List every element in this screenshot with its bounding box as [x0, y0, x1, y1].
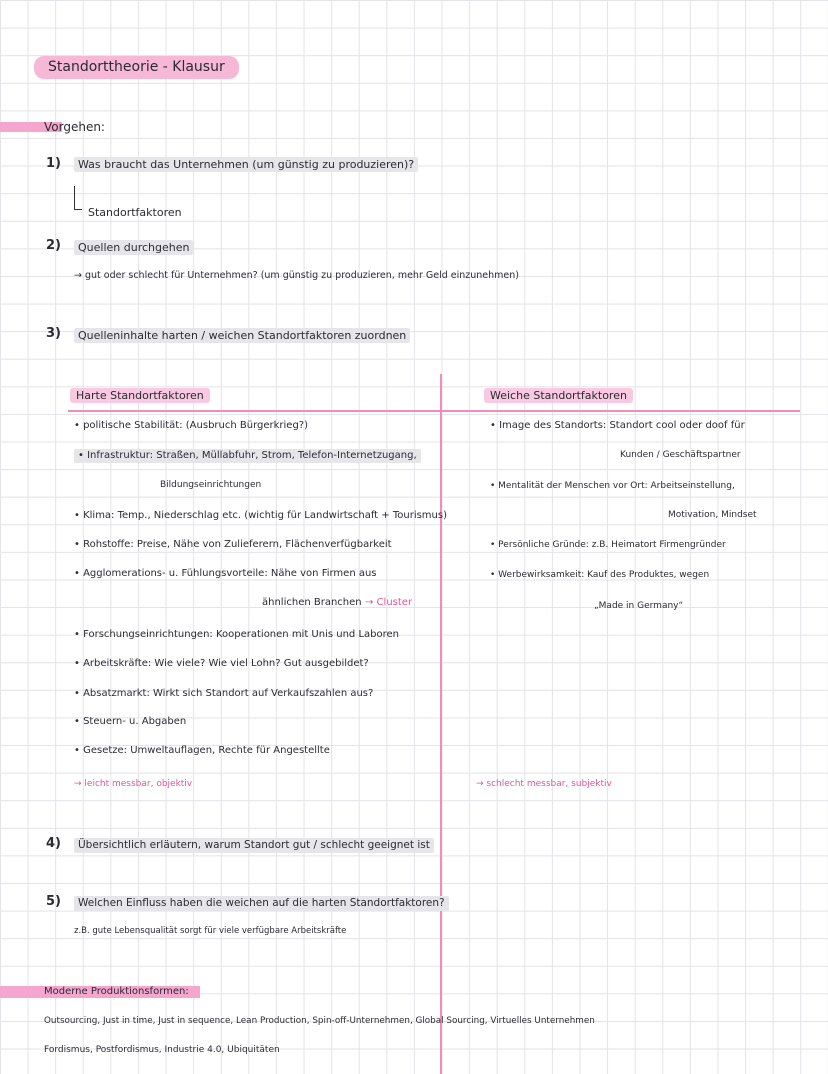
vorgehen-heading: Vorgehen: — [44, 120, 105, 134]
step5-sub: z.B. gute Lebensqualität sorgt für viele verfügbare Arbeitskräfte — [74, 926, 347, 936]
weiche-item-cont: Kunden / Geschäftspartner — [620, 450, 741, 460]
step2-text: Quellen durchgehen — [74, 240, 193, 255]
moderne-line2: Fordismus, Postfordismus, Industrie 4.0, Ubiquitäten — [44, 1045, 280, 1055]
weiche-item: • Mentalität der Menschen vor Ort: Arbeitseinstellung, — [490, 481, 735, 491]
harte-item: • politische Stabilität: (Ausbruch Bürgerkrieg?) — [74, 420, 309, 431]
step1-number: 1) — [46, 156, 61, 171]
step1-sub: Standortfaktoren — [88, 206, 182, 219]
step3-number: 3) — [46, 326, 61, 341]
weiche-item-cont: „Made in Germany“ — [594, 601, 684, 611]
page-title: Standorttheorie - Klausur — [34, 56, 239, 79]
harte-note: → leicht messbar, objektiv — [74, 779, 193, 789]
moderne-heading: Moderne Produktionsformen: — [44, 986, 189, 997]
step5-text: Welchen Einfluss haben die weichen auf die harten Standortfaktoren? — [74, 896, 449, 911]
harte-item: • Klima: Temp., Niederschlag etc. (wichtig für Landwirtschaft + Tourismus) — [74, 510, 447, 521]
moderne-line1: Outsourcing, Just in time, Just in sequence, Lean Production, Spin-off-Unternehmen, Global Sourcing, Virtuelles Unternehmen — [44, 1016, 595, 1026]
weiche-item: • Persönliche Gründe: z.B. Heimatort Firmengründer — [490, 540, 726, 550]
harte-item: • Rohstoffe: Preise, Nähe von Zulieferern, Flächenverfügbarkeit — [74, 539, 392, 550]
weiche-item-cont: Motivation, Mindset — [668, 510, 757, 520]
harte-item: • Gesetze: Umweltauflagen, Rechte für Angestellte — [74, 745, 330, 756]
harte-item: • Forschungseinrichtungen: Kooperationen mit Unis und Laboren — [74, 629, 400, 640]
harte-item: • Agglomerations- u. Fühlungsvorteile: Nähe von Firmen aus — [74, 568, 377, 579]
harte-item-cont: Bildungseinrichtungen — [160, 480, 262, 490]
table-divider-horizontal — [68, 410, 800, 412]
step4-number: 4) — [46, 836, 61, 851]
harte-item: • Steuern- u. Abgaben — [74, 716, 187, 727]
weiche-item: • Image des Standorts: Standort cool oder doof für — [490, 420, 745, 431]
harte-item: • Absatzmarkt: Wirkt sich Standort auf Verkaufszahlen aus? — [74, 688, 374, 699]
step4-text: Übersichtlich erläutern, warum Standort gut / schlecht geeignet ist — [74, 838, 434, 853]
step1-text: Was braucht das Unternehmen (um günstig zu produzieren)? — [74, 157, 418, 172]
step2-sub: → gut oder schlecht für Unternehmen? (um günstig zu produzieren, mehr Geld einzunehmen) — [74, 270, 519, 281]
branch-arrow-foot — [74, 209, 82, 210]
harte-item-cont: ähnlichen Branchen — [262, 597, 362, 608]
step3-text: Quelleninhalte harten / weichen Standortfaktoren zuordnen — [74, 328, 410, 343]
step5-number: 5) — [46, 894, 61, 909]
weiche-item: • Werbewirksamkeit: Kauf des Produktes, wegen — [490, 570, 710, 580]
weiche-heading: Weiche Standortfaktoren — [484, 388, 633, 403]
branch-arrow-icon — [74, 186, 75, 210]
cluster-label: → Cluster — [365, 597, 413, 608]
step2-number: 2) — [46, 238, 61, 253]
harte-heading: Harte Standortfaktoren — [70, 388, 210, 403]
table-divider-vertical — [440, 374, 442, 1074]
harte-item: • Arbeitskräfte: Wie viele? Wie viel Lohn? Gut ausgebildet? — [74, 658, 369, 669]
weiche-note: → schlecht messbar, subjektiv — [476, 779, 612, 789]
harte-item: • Infrastruktur: Straßen, Müllabfuhr, Strom, Telefon-Internetzugang, — [74, 449, 421, 463]
